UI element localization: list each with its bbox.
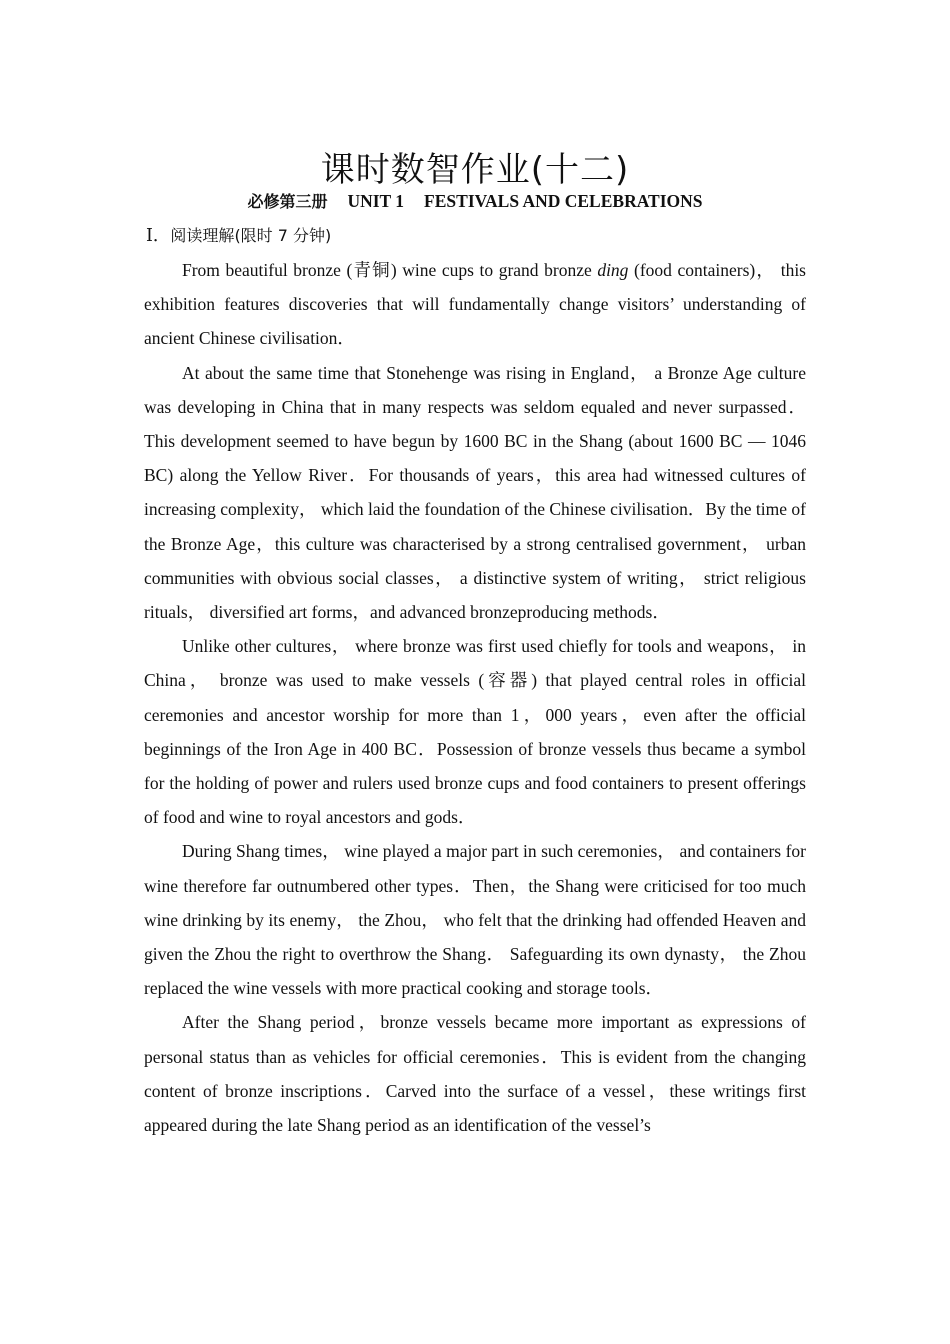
paragraph-1-italic-term: ding bbox=[597, 260, 629, 280]
paragraph-1-start: From beautiful bronze (青铜) wine cups to grand bronze bbox=[182, 260, 598, 280]
paragraph-4: During Shang times， wine played a major part in such ceremonies， and containers for wine therefore far outnumbered other types．Then，the Shang were criticised for too much wine drinking by its enemy， the Zhou， who felt that the drinking had offended Heaven and given the Zhou the right to overthrow the Shang． Safeguarding its own dynasty， the Zhou replaced the wine vessels with more practical cooking and storage tools． bbox=[144, 841, 806, 999]
unit-heading bbox=[0, 188, 950, 215]
section-time-limit: (限时 7 分钟) bbox=[234, 226, 332, 245]
section-heading bbox=[146, 222, 331, 249]
section-numeral: Ⅰ． bbox=[146, 225, 171, 245]
unit-topic: FESTIVALS AND CELEBRATIONS bbox=[424, 191, 703, 211]
paragraph-5: After the Shang period，bronze vessels became more important as expressions of personal status than as vehicles for official ceremonies．This is evident from the changing content of bronze inscriptions．Carved into the surface of a vessel，these writings first appeared during the late Shang period as an identification of the vessel’s bbox=[144, 1012, 806, 1136]
reading-passage bbox=[144, 253, 806, 1142]
paragraph-2: At about the same time that Stonehenge was rising in England， a Bronze Age culture was developing in China that in many respects was seldom equaled and never surpassed．This development seemed to have begun by 1600 BC in the Shang (about 1600 BC — 1046 BC) along the Yellow River．For thousands of years，this area had witnessed cultures of increasing complexity， which laid the foundation of the Chinese civilisation．By the time of the Bronze Age，this culture was characterised by a strong centralised government， urban communities with obvious social classes， a distinctive system of writing， strict religious rituals， diversified art forms，and advanced bronzeproducing methods． bbox=[144, 362, 806, 623]
page-title: 课时数智作业(十二) bbox=[320, 149, 630, 190]
paragraph-1 bbox=[144, 253, 806, 356]
paragraph-3: Unlike other cultures， where bronze was first used chiefly for tools and weapons， in China， bronze was used to make vessels (容器) that played central roles in official ceremonies and ancestor worship for more than 1，000 years，even after the official beginnings of the Iron Age in 400 BC．Possession of bronze vessels thus became a symbol for the holding of power and rulers used bronze cups and food containers to present offerings of food and wine to royal ancestors and gods． bbox=[144, 636, 806, 828]
unit-number: UNIT 1 bbox=[347, 191, 405, 211]
book-name: 必修第三册 bbox=[247, 192, 328, 211]
section-name: 阅读理解 bbox=[170, 226, 235, 245]
paragraph-1-end: (food containers)， this exhibition features discoveries that will fundamentally change visitors’ understanding of ancient Chinese civilisation． bbox=[144, 260, 806, 349]
